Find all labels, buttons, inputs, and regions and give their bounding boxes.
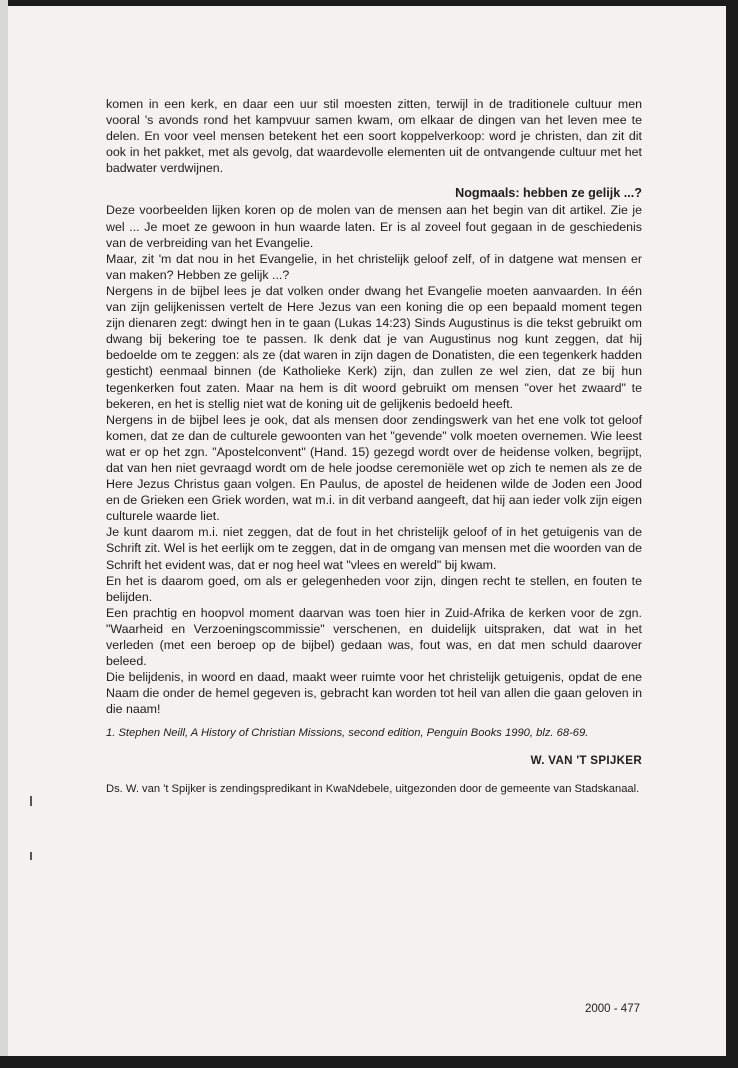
body-paragraph: Nergens in de bijbel lees je ook, dat als mensen door zendingswerk van het ene volk tot geloof komen, dat ze dan de culturele gewoonten van het "gevende" volk moeten overnemen. Wie leest wat er op het zgn. "Apostelconvent" (Hand. 15) gezegd wordt over de heidense volken, begrijpt, dat van hen niet gevraagd wordt om de hele joodse ceremoniële wet op zich te nemen als ze de Here Jezus Christus gaan volgen. En Paulus, de apostel de heidenen wilde de Joden een Jood en de Grieken een Griek worden, wat m.i. in dit verband aangeeft, dat hij aan ieder volk zijn eigen culturele waarde liet. bbox=[106, 412, 642, 524]
body-paragraph: Je kunt daarom m.i. niet zeggen, dat de fout in het christelijk geloof of in het getuigenis van de Schrift zit. Wel is het eerlijk om te zeggen, dat in de omgang van mensen met die woorden van de Schrift het evident was, dat er nog heel wat "vlees en wereld" bij kwam. bbox=[106, 525, 642, 572]
footnote: 1. Stephen Neill, A History of Christian Missions, second edition, Penguin Books 1990, blz. 68-69. bbox=[106, 727, 589, 740]
scan-edge-right bbox=[726, 0, 738, 1068]
section-heading: Nogmaals: hebben ze gelijk ...? bbox=[455, 186, 642, 201]
body-paragraph: komen in een kerk, en daar een uur stil moesten zitten, terwijl in de traditionele cultuur men vooral 's avonds rond het kampvuur samen kwam, om elkaar de dingen van het leven mee te delen. En voor veel mensen betekent het een soort koppelverkoop: word je christen, dan zit dit ook in het pakket, met als gevolg, dat waardevolle elementen uit de ontvangende cultuur met het badwater verdwijnen. bbox=[106, 97, 642, 176]
body-paragraph: Een prachtig en hoopvol moment daarvan was toen hier in Zuid-Afrika de kerken voor de zgn. "Waarheid en Verzoeningscommissie" verschenen, en duidelijk uitspraken, dat wat in het verleden (met een beroep op de bijbel) gedaan was, fout was, en dat men schuld daarover beleed. bbox=[106, 605, 642, 669]
body-paragraph: Maar, zit 'm dat nou in het Evangelie, in het christelijk geloof zelf, of in datgene wat mensen er van maken? Hebben ze gelijk ...? bbox=[106, 251, 642, 282]
margin-mark bbox=[30, 852, 32, 860]
article-content bbox=[106, 96, 642, 797]
body-paragraph: Die belijdenis, in woord en daad, maakt weer ruimte voor het christelijk getuigenis, opdat de ene Naam die onder de hemel gegeven is, gebracht kan worden tot heil van allen die gaan geloven in die naam! bbox=[106, 670, 642, 717]
author-bio: Ds. W. van 't Spijker is zendingspredikant in KwaNdebele, uitgezonden door de gemeente van Stadskanaal. bbox=[106, 783, 640, 796]
body-paragraph: Nergens in de bijbel lees je dat volken onder dwang het Evangelie moeten aanvaarden. In één van zijn gelijkenissen vertelt de Here Jezus van een koning die op een bepaald moment tegen zijn dienaren zegt: dwingt hen in te gaan (Lukas 14:23) Sinds Augustinus is die tekst gebruikt om dwang bij bekering toe te passen. Ik denk dat je van Augustinus nog kunt zeggen, dat hij bedoelde om te zeggen: als ze (dat waren in zijn dagen de Donatisten, die een tegenkerk hadden gesticht) eenmaal binnen (de Katholieke Kerk) zijn, dan zullen ze wel zien, dat ze bij hun tegenkerken fout zaten. Maar na hem is dit woord gebruikt om mensen "over het zwaard" te bekeren, en het is stellig niet wat de koning uit de gelijkenis bedoeld heeft. bbox=[106, 283, 642, 411]
body-paragraph: En het is daarom goed, om als er gelegenheden voor zijn, dingen recht te stellen, en fouten te belijden. bbox=[106, 573, 642, 604]
body-paragraph: Deze voorbeelden lijken koren op de molen van de mensen aan het begin van dit artikel. Zie je wel ... Je moet ze gewoon in hun waarde laten. Er is al zoveel fout gegaan in de geschiedenis van de verbreiding van het Evangelie. bbox=[106, 203, 642, 250]
margin-mark bbox=[30, 796, 32, 806]
scan-edge-left bbox=[0, 0, 8, 1068]
page-number: 2000 - 477 bbox=[585, 1003, 640, 1015]
scan-edge-bottom bbox=[0, 1056, 738, 1068]
author-signature: W. VAN 'T SPIJKER bbox=[530, 754, 642, 768]
